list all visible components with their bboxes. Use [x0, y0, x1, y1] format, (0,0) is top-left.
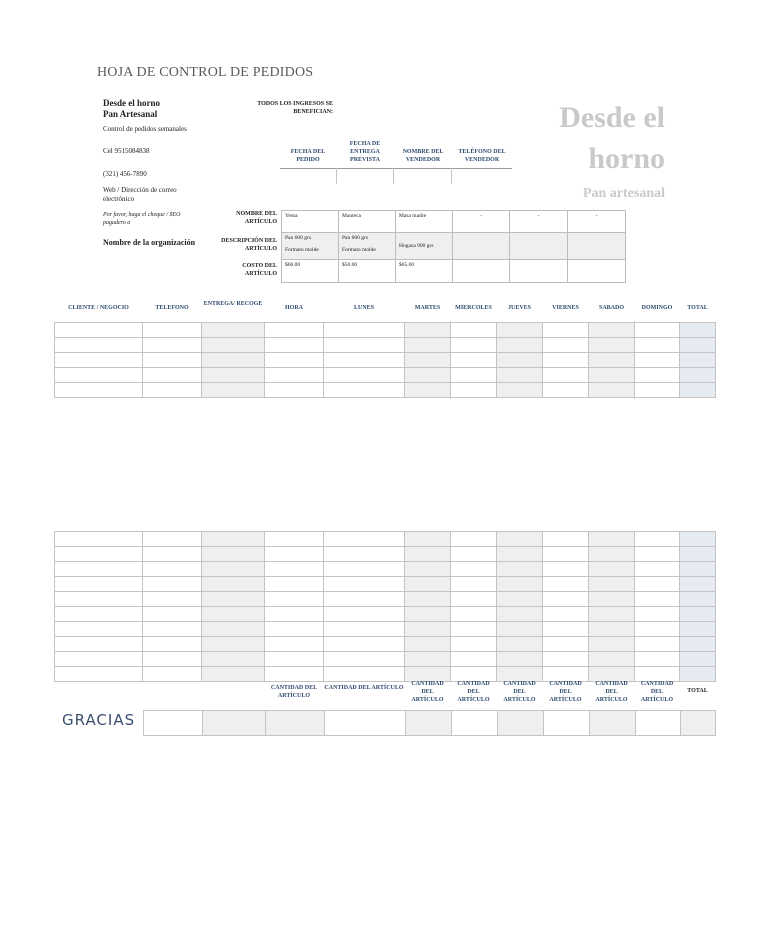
table-cell[interactable] [143, 637, 202, 652]
footer-header-qty: CANTIDAD DEL ARTÍCULO [549, 681, 582, 703]
item-name-cell[interactable] [568, 211, 626, 233]
table-cell[interactable] [202, 323, 265, 338]
item-name-cell[interactable] [510, 211, 568, 233]
table-cell[interactable] [202, 532, 265, 547]
item-name: Manteca [342, 213, 361, 219]
item-cost-cell[interactable] [282, 260, 339, 283]
gracias-label: GRACIAS [62, 711, 136, 729]
table-row [55, 562, 716, 577]
footer-header-qty: CANTIDAD DEL ARTÍCULO [640, 681, 674, 703]
table-cell[interactable] [589, 637, 635, 652]
table-cell[interactable] [635, 532, 680, 547]
item-desc-cell[interactable] [453, 233, 510, 260]
table-cell[interactable] [497, 368, 543, 383]
table-row [55, 577, 716, 592]
table-cell[interactable] [635, 592, 680, 607]
orders-table-top [54, 322, 716, 398]
item-cost: $60.00 [285, 262, 301, 268]
table-row [55, 547, 716, 562]
table-row [55, 592, 716, 607]
table-cell[interactable] [589, 562, 635, 577]
table-cell[interactable] [265, 338, 324, 353]
table-row [55, 622, 716, 637]
table-row [55, 338, 716, 353]
table-cell[interactable] [451, 622, 497, 637]
table-cell[interactable] [55, 383, 143, 398]
table-cell[interactable] [202, 368, 265, 383]
item-name: - [537, 213, 540, 219]
table-cell[interactable] [680, 368, 716, 383]
table-cell[interactable] [143, 577, 202, 592]
table-cell[interactable] [324, 652, 405, 667]
table-cell[interactable] [543, 607, 589, 622]
total-cell[interactable] [203, 711, 266, 736]
table-cell[interactable] [543, 353, 589, 368]
table-cell[interactable] [543, 652, 589, 667]
item-cost-label: COSTO DEL ARTÍCULO [242, 263, 277, 277]
item-desc-label: DESCRIPCIÓN DEL ARTÍCULO [221, 238, 277, 252]
col-header-hour: HORA [285, 305, 303, 311]
table-cell[interactable] [324, 383, 405, 398]
table-cell[interactable] [324, 577, 405, 592]
beneficiary-label: TODOS LOS INGRESOS SE BENEFICIAN: [257, 101, 333, 115]
table-cell[interactable] [324, 532, 405, 547]
page-title: HOJA DE CONTROL DE PEDIDOS [97, 65, 314, 80]
table-cell[interactable] [680, 547, 716, 562]
table-cell[interactable] [451, 532, 497, 547]
item-name: Yema [285, 213, 298, 219]
table-cell[interactable] [202, 622, 265, 637]
table-cell[interactable] [202, 577, 265, 592]
table-cell[interactable] [680, 607, 716, 622]
table-cell[interactable] [324, 547, 405, 562]
item-desc-cell[interactable] [339, 233, 396, 260]
table-cell[interactable] [451, 323, 497, 338]
seller-phone-header: TELÉFONO DEL VENDEDOR [458, 149, 506, 163]
table-cell[interactable] [202, 607, 265, 622]
table-row [55, 383, 716, 398]
table-cell[interactable] [680, 577, 716, 592]
table-cell[interactable] [635, 338, 680, 353]
table-cell[interactable] [451, 592, 497, 607]
table-cell[interactable] [55, 592, 143, 607]
total-cell[interactable] [590, 711, 636, 736]
table-cell[interactable] [405, 532, 451, 547]
table-cell[interactable] [543, 562, 589, 577]
table-cell[interactable] [55, 353, 143, 368]
table-cell[interactable] [589, 592, 635, 607]
table-row [55, 532, 716, 547]
table-row [55, 607, 716, 622]
item-desc-cell[interactable] [282, 233, 339, 260]
table-cell[interactable] [202, 652, 265, 667]
item-name-label: NOMBRE DEL ARTÍCULO [236, 211, 277, 225]
orders-table-bottom [54, 531, 716, 682]
table-cell[interactable] [265, 532, 324, 547]
table-cell[interactable] [324, 338, 405, 353]
table-cell[interactable] [405, 577, 451, 592]
footer-header-qty: CANTIDAD DEL ARTÍCULO [503, 681, 536, 703]
table-cell[interactable] [55, 577, 143, 592]
table-row [55, 652, 716, 667]
item-desc-l2: Formato molde [285, 247, 319, 253]
check-note: Por favor, haga el cheque / $EO pagadero a [103, 212, 181, 226]
table-cell[interactable] [143, 338, 202, 353]
total-cell[interactable] [406, 711, 452, 736]
table-cell[interactable] [202, 562, 265, 577]
table-cell[interactable] [55, 622, 143, 637]
table-cell[interactable] [680, 323, 716, 338]
table-cell[interactable] [265, 547, 324, 562]
table-cell[interactable] [635, 622, 680, 637]
table-cell[interactable] [635, 562, 680, 577]
table-cell[interactable] [635, 323, 680, 338]
total-cell[interactable] [544, 711, 590, 736]
company-web: Web / Dirección de correo electrónico [103, 186, 177, 203]
col-header-tuesday: MARTES [414, 305, 441, 311]
table-cell[interactable] [451, 383, 497, 398]
company-name-line1: Desde el horno [103, 98, 160, 108]
item-desc-cell[interactable] [510, 233, 568, 260]
table-cell[interactable] [635, 607, 680, 622]
table-cell[interactable] [635, 383, 680, 398]
footer-header-qty: CANTIDAD DEL ARTÍCULO [457, 681, 490, 703]
col-header-sunday: DOMINGO [641, 305, 673, 311]
table-cell[interactable] [324, 637, 405, 652]
seller-name-header: NOMBRE DEL VENDEDOR [402, 149, 444, 163]
table-cell[interactable] [451, 338, 497, 353]
table-cell[interactable] [451, 637, 497, 652]
table-cell[interactable] [451, 562, 497, 577]
table-cell[interactable] [543, 547, 589, 562]
table-cell[interactable] [143, 652, 202, 667]
table-cell[interactable] [55, 562, 143, 577]
table-cell[interactable] [202, 637, 265, 652]
table-cell[interactable] [680, 353, 716, 368]
table-cell[interactable] [497, 323, 543, 338]
item-name: - [595, 213, 598, 219]
table-cell[interactable] [635, 368, 680, 383]
item-name-cell[interactable] [339, 211, 396, 233]
table-cell[interactable] [55, 652, 143, 667]
table-cell[interactable] [405, 607, 451, 622]
table-cell[interactable] [635, 637, 680, 652]
item-desc-cell[interactable] [396, 233, 453, 260]
table-cell[interactable] [497, 577, 543, 592]
table-cell[interactable] [143, 532, 202, 547]
table-cell[interactable] [265, 577, 324, 592]
col-header-phone: TELEFONO [155, 305, 189, 311]
table-cell[interactable] [202, 592, 265, 607]
table-cell[interactable] [543, 637, 589, 652]
table-cell[interactable] [405, 353, 451, 368]
table-row [55, 353, 716, 368]
item-desc-l2: Formato molde [342, 247, 376, 253]
table-cell[interactable] [497, 547, 543, 562]
item-name-cell[interactable] [453, 211, 510, 233]
table-cell[interactable] [55, 532, 143, 547]
col-header-thursday: JUEVES [507, 305, 531, 311]
table-cell[interactable] [451, 607, 497, 622]
table-cell[interactable] [265, 607, 324, 622]
table-cell[interactable] [405, 368, 451, 383]
col-header-saturday: SABADO [598, 305, 624, 311]
table-row [55, 637, 716, 652]
table-cell[interactable] [589, 338, 635, 353]
table-cell[interactable] [202, 353, 265, 368]
item-cost: $50.00 [342, 262, 358, 268]
table-cell[interactable] [543, 323, 589, 338]
table-cell[interactable] [451, 547, 497, 562]
footer-header-total: TOTAL [687, 688, 708, 694]
table-cell[interactable] [589, 383, 635, 398]
table-cell[interactable] [543, 368, 589, 383]
table-cell[interactable] [143, 383, 202, 398]
table-cell[interactable] [265, 323, 324, 338]
table-cell[interactable] [589, 607, 635, 622]
delivery-date-header: FECHA DE ENTREGA PREVISTA [349, 141, 381, 163]
col-header-client: CLIENTE / NEGOCIO [68, 305, 129, 311]
table-cell[interactable] [265, 592, 324, 607]
footer-header-qty: CANTIDAD DEL ARTÍCULO [411, 681, 444, 703]
item-cost: $65.00 [399, 262, 415, 268]
item-cost-cell[interactable] [396, 260, 453, 283]
table-cell[interactable] [497, 353, 543, 368]
total-cell[interactable] [325, 711, 406, 736]
table-cell[interactable] [265, 368, 324, 383]
item-name: Masa madre [399, 213, 427, 219]
total-cell[interactable] [498, 711, 544, 736]
table-cell[interactable] [451, 353, 497, 368]
table-cell[interactable] [324, 562, 405, 577]
col-header-wednesday: MIERCOLES [455, 305, 492, 311]
table-cell[interactable] [589, 353, 635, 368]
items-table [281, 210, 626, 283]
table-cell[interactable] [497, 562, 543, 577]
table-cell[interactable] [543, 592, 589, 607]
item-desc-l1: Pan 600 grs [285, 235, 311, 241]
table-cell[interactable] [635, 353, 680, 368]
table-cell[interactable] [589, 323, 635, 338]
table-cell[interactable] [680, 592, 716, 607]
table-cell[interactable] [497, 383, 543, 398]
table-cell[interactable] [143, 547, 202, 562]
table-cell[interactable] [680, 667, 716, 682]
item-name: - [480, 213, 482, 219]
table-cell[interactable] [324, 592, 405, 607]
company-phone: (321) 456-7890 [103, 170, 147, 178]
table-cell[interactable] [680, 562, 716, 577]
col-header-monday: LUNES [353, 305, 374, 311]
table-cell[interactable] [324, 622, 405, 637]
item-desc-l1: Pan 600 grs [342, 235, 368, 241]
table-cell[interactable] [143, 562, 202, 577]
brand-line2: horno [588, 142, 665, 175]
table-cell[interactable] [680, 338, 716, 353]
table-cell[interactable] [405, 383, 451, 398]
table-cell[interactable] [55, 547, 143, 562]
table-cell[interactable] [497, 338, 543, 353]
order-info-inputs [280, 168, 512, 184]
brand-sub: Pan artesanal [582, 186, 665, 201]
table-cell[interactable] [55, 338, 143, 353]
total-cell[interactable] [636, 711, 681, 736]
total-cell[interactable] [681, 711, 716, 736]
table-cell[interactable] [143, 323, 202, 338]
item-cost-cell[interactable] [568, 260, 626, 283]
table-cell[interactable] [451, 652, 497, 667]
table-cell[interactable] [543, 577, 589, 592]
table-cell[interactable] [405, 652, 451, 667]
item-name-cell[interactable] [282, 211, 339, 233]
total-cell[interactable] [144, 711, 203, 736]
table-cell[interactable] [202, 338, 265, 353]
item-cost-cell[interactable] [339, 260, 396, 283]
table-cell[interactable] [543, 383, 589, 398]
table-cell[interactable] [265, 622, 324, 637]
table-cell[interactable] [55, 667, 143, 682]
table-cell[interactable] [405, 323, 451, 338]
table-cell[interactable] [405, 637, 451, 652]
item-desc-cell[interactable] [568, 233, 626, 260]
org-name: Nombre de la organización [103, 238, 196, 247]
order-date-header: FECHA DEL PEDIDO [290, 149, 326, 163]
table-cell[interactable] [265, 667, 324, 682]
table-row [55, 368, 716, 383]
table-cell[interactable] [324, 368, 405, 383]
table-cell[interactable] [497, 607, 543, 622]
company-name-line2: Pan Artesanal [103, 109, 158, 119]
table-cell[interactable] [589, 652, 635, 667]
table-cell[interactable] [497, 622, 543, 637]
table-cell[interactable] [451, 368, 497, 383]
totals-row [143, 710, 716, 736]
table-cell[interactable] [265, 353, 324, 368]
table-cell[interactable] [451, 577, 497, 592]
total-cell[interactable] [266, 711, 325, 736]
table-cell[interactable] [265, 383, 324, 398]
table-cell[interactable] [265, 637, 324, 652]
table-cell[interactable] [543, 532, 589, 547]
col-header-delivery: ENTREGA/ RECOGE [203, 301, 263, 307]
table-cell[interactable] [680, 532, 716, 547]
table-cell[interactable] [143, 667, 202, 682]
table-cell[interactable] [680, 652, 716, 667]
table-cell[interactable] [589, 577, 635, 592]
table-cell[interactable] [680, 622, 716, 637]
table-cell[interactable] [635, 547, 680, 562]
order-info-sep [393, 168, 394, 184]
table-cell[interactable] [635, 652, 680, 667]
table-cell[interactable] [202, 547, 265, 562]
table-cell[interactable] [324, 353, 405, 368]
order-info-sep [336, 168, 337, 184]
item-cost-cell[interactable] [453, 260, 510, 283]
table-cell[interactable] [405, 592, 451, 607]
table-cell[interactable] [635, 577, 680, 592]
table-cell[interactable] [324, 607, 405, 622]
table-cell[interactable] [143, 622, 202, 637]
table-row [55, 323, 716, 338]
item-cost-cell[interactable] [510, 260, 568, 283]
table-cell[interactable] [143, 368, 202, 383]
table-cell[interactable] [405, 562, 451, 577]
order-info-sep [451, 168, 452, 184]
total-cell[interactable] [452, 711, 498, 736]
table-cell[interactable] [55, 637, 143, 652]
col-header-total: TOTAL [687, 305, 708, 311]
footer-header-qty: CANTIDAD DEL ARTÍCULO [324, 685, 404, 691]
table-cell[interactable] [324, 323, 405, 338]
table-cell[interactable] [202, 667, 265, 682]
table-cell[interactable] [265, 562, 324, 577]
table-cell[interactable] [143, 607, 202, 622]
table-cell[interactable] [55, 607, 143, 622]
table-cell[interactable] [680, 637, 716, 652]
table-cell[interactable] [265, 652, 324, 667]
table-cell[interactable] [589, 622, 635, 637]
table-cell[interactable] [589, 547, 635, 562]
col-header-friday: VIERNES [552, 305, 579, 311]
table-cell[interactable] [589, 368, 635, 383]
table-cell[interactable] [497, 637, 543, 652]
table-cell[interactable] [680, 383, 716, 398]
table-cell[interactable] [324, 667, 405, 682]
footer-header-qty: CANTIDAD DEL ARTÍCULO [270, 685, 318, 699]
company-tagline: Control de pedidos semanales [103, 125, 187, 133]
footer-header-qty: CANTIDAD DEL ARTÍCULO [595, 681, 628, 703]
table-cell[interactable] [543, 622, 589, 637]
table-cell[interactable] [143, 353, 202, 368]
table-cell[interactable] [497, 652, 543, 667]
table-cell[interactable] [405, 547, 451, 562]
table-cell[interactable] [589, 532, 635, 547]
table-cell[interactable] [497, 592, 543, 607]
table-cell[interactable] [202, 383, 265, 398]
table-cell[interactable] [55, 323, 143, 338]
table-cell[interactable] [143, 592, 202, 607]
table-cell[interactable] [405, 622, 451, 637]
table-cell[interactable] [497, 532, 543, 547]
table-cell[interactable] [405, 338, 451, 353]
item-desc-l1: Hogaza 900 grs [399, 242, 434, 249]
table-cell[interactable] [543, 338, 589, 353]
company-cel: Cel 9515084838 [103, 147, 150, 155]
brand-line1: Desde el [559, 101, 665, 134]
table-cell[interactable] [55, 368, 143, 383]
item-name-cell[interactable] [396, 211, 453, 233]
